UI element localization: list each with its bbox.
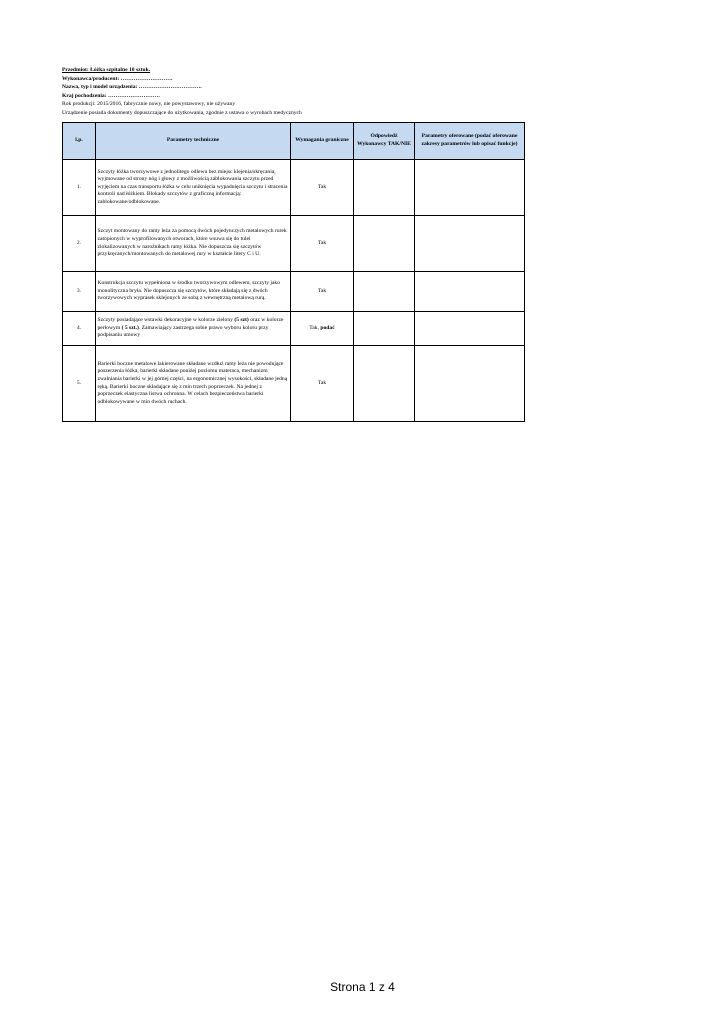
answer-cell[interactable]: [354, 216, 415, 272]
origin-label: Kraj pochodzenia:: [62, 92, 107, 99]
column-header-params: Parametry techniczne: [96, 123, 291, 160]
offered-cell[interactable]: [415, 312, 525, 346]
row-requirement: Tak: [291, 346, 354, 422]
row4-pearl-count: ( 5 szt.): [121, 324, 139, 331]
column-header-answer: Odpowiedź Wykonawcy TAK/NIE: [354, 123, 415, 160]
production-year-line: Rok produkcji: 2015/2016, fabrycznie nowy, nie powystawowy, nie używany: [62, 101, 236, 108]
table-row: [63, 216, 525, 272]
subject-line: [62, 66, 532, 75]
row4-text-part: . Zamawiający zastrzega sobie prawo wyboru koloru przy podpisaniu umowy: [97, 324, 269, 339]
offered-cell[interactable]: [415, 272, 525, 312]
row4-text-part: oraz w kolorze perłowym: [97, 317, 284, 331]
table-row: [63, 312, 525, 346]
technical-parameters-table: [62, 122, 525, 422]
table-row: [63, 346, 525, 422]
contractor-dots: ……………………….: [120, 75, 173, 82]
row-number: 2.: [63, 216, 96, 272]
row-parameter-text: Barierki boczne metalowe lakierowane składane wzdłuż ramy leża nie powodujące poszerzenia łóżka, barierki składane poniżej poziomu materaca, mechanizm zwalniania barierki w jej górnej części, na ergonomicznej wysokości, składane jedną ręką. Barierki boczne składające się z min trzech poprzeczek. Na jednej z poprzeczek elastyczna listwa ochronna. W celach bezpieczeństwa barierki odblokowywane w min dwóch ruchach.: [96, 346, 291, 422]
page-number: Strona 1 z 4: [330, 980, 395, 994]
model-label: Nazwa, typ i model urządzenia:: [62, 84, 138, 91]
column-header-lp: l.p.: [63, 123, 96, 160]
contractor-label: Wykonawca/producent:: [62, 75, 120, 82]
row4-requirement-podac: podać: [320, 324, 335, 331]
row-number: 4.: [63, 312, 96, 346]
origin-line: [62, 92, 532, 101]
contractor-line: [62, 75, 532, 84]
answer-cell[interactable]: [354, 160, 415, 216]
column-header-offered: Parametry oferowane (podać oferowane zakresy parametrów lub opisać funkcje): [415, 123, 525, 160]
documents-line: Urządzenie posiada dokumenty dopuszczające do użytkowania, zgodnie z ustawa o wyrobach medycznych: [62, 109, 302, 116]
row-number: 1.: [63, 160, 96, 216]
row-number: 3.: [63, 272, 96, 312]
row-parameter-text: Szczyty łóżka tworzywowe z jednolitego odlewu bez miejsc klejenia/skręcania, wyjmowane od strony nóg i głowy z możliwością zablokowania szczytu przed wyjęciem na czas transportu łóżka w celu uniknięcia wypadnięcia szczytu i stracenia kontroli nad łóżkiem. Blokady szczytów z graficzną informacją: zablokowane/odblokowane.: [96, 160, 291, 216]
document-header: [62, 66, 532, 118]
model-dots: …………………………….: [138, 84, 202, 91]
row-number: 5.: [63, 346, 96, 422]
table-row: [63, 272, 525, 312]
offered-cell[interactable]: [415, 160, 525, 216]
answer-cell[interactable]: [354, 346, 415, 422]
row-parameter-text: Konstrukcja szczytu wypełniona w środku tworzywowym odlewem, szczyty jako monolityczna bryła. Nie dopuszcza się szczytów, które składają się z dwóch tworzywowych wyprasek sklejonych ze sobą z wewnętrzną metalową rurą.: [96, 272, 291, 312]
row-requirement: Tak: [291, 160, 354, 216]
model-line: [62, 83, 532, 92]
row4-requirement-tak: Tak,: [309, 324, 321, 331]
offered-cell[interactable]: [415, 216, 525, 272]
answer-cell[interactable]: [354, 272, 415, 312]
row-requirement: [291, 312, 354, 346]
row4-text-part: Szczyty posiadające wstawki dekoracyjne w kolorze zielony: [97, 317, 235, 324]
row-requirement: Tak: [291, 216, 354, 272]
table-header-row: [63, 123, 525, 160]
row-requirement: Tak: [291, 272, 354, 312]
row4-green-count: (5 szt): [234, 317, 249, 324]
offered-cell[interactable]: [415, 346, 525, 422]
table-row: [63, 160, 525, 216]
answer-cell[interactable]: [354, 312, 415, 346]
row-parameter-text: Szczyt montowany do ramy leża za pomocą dwóch pojedynczych metalowych rurek zatopionych w wyprofilowanych otworach, które wsuwa się do tulei zlokalizowanych w narożnikach ramy łóżka. Nie dopuszcza się szczytów przykręcanych/montowanych do metalowej rury w kształcie litery C i U.: [96, 216, 291, 272]
column-header-required: Wymagania graniczne: [291, 123, 354, 160]
row-parameter-text: [96, 312, 291, 346]
origin-dots: ……………………….: [108, 92, 160, 99]
subject-text: Przedmiot: Łóżka szpitalne 10 sztuk.: [62, 67, 151, 73]
